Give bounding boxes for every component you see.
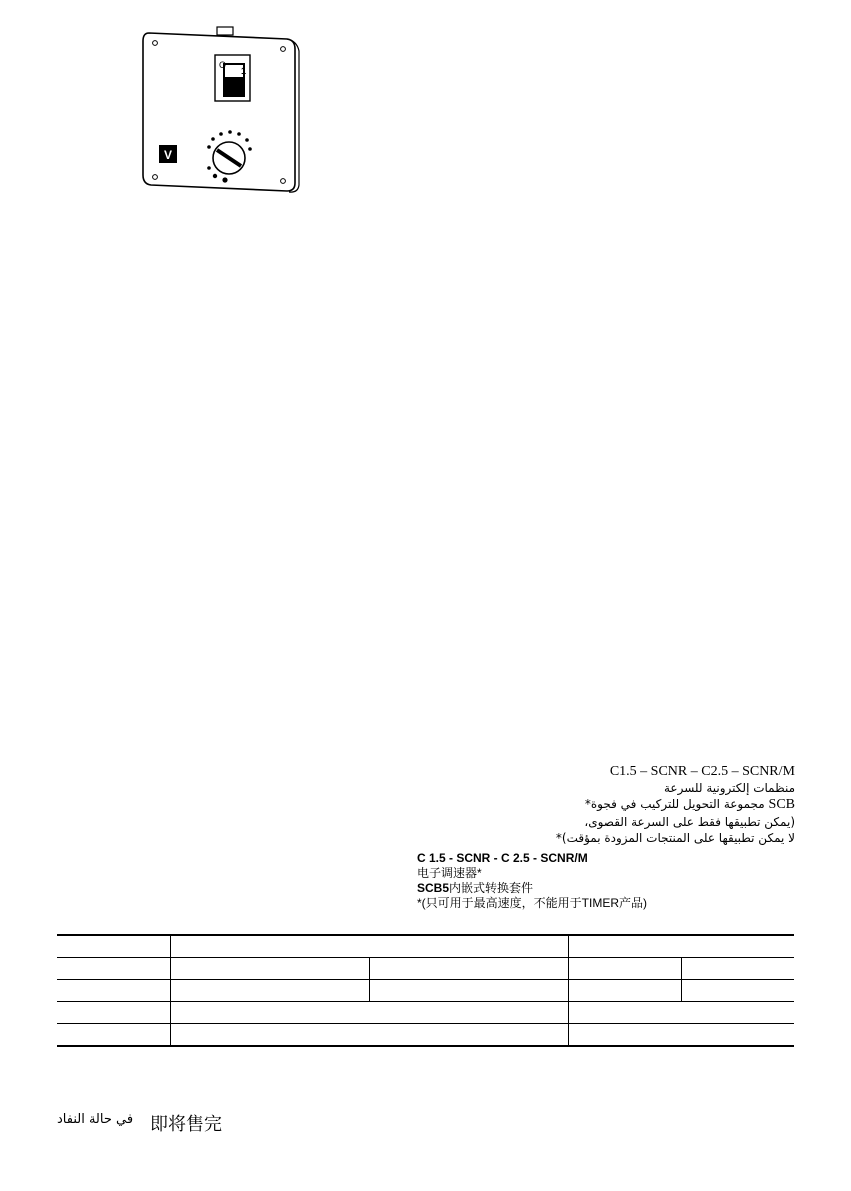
table-cell <box>568 1002 794 1024</box>
table-cell <box>170 1024 568 1047</box>
chinese-line-3: *(只可用于最高速度，不能用于TIMER产品) <box>417 896 647 910</box>
footer-chinese-note: 即将售完 <box>150 1114 222 1135</box>
speed-controller-illustration <box>137 25 307 200</box>
switch-on-label: 1 <box>241 66 247 76</box>
table-row <box>57 935 794 958</box>
table-row <box>57 958 794 980</box>
chinese-line-1: 电子调速器* <box>417 866 482 880</box>
table-cell <box>57 935 170 958</box>
table-cell <box>681 980 794 1002</box>
specification-table <box>57 934 794 1047</box>
table-cell <box>568 1024 794 1047</box>
table-cell <box>568 958 681 980</box>
table-row <box>57 980 794 1002</box>
chinese-accessories-block <box>417 851 797 911</box>
table-cell <box>170 980 369 1002</box>
arabic-model-title: C1.5 – SCNR – C2.5 – SCNR/M <box>609 764 795 779</box>
chinese-line-2: SCB5内嵌式转换套件 <box>417 881 534 895</box>
arabic-accessories-block <box>435 764 795 846</box>
table-cell <box>170 958 369 980</box>
footer-arabic-note: في حالة النفاد <box>57 1112 134 1127</box>
arabic-line-4: لا يمكن تطبيقها على المنتجات المزودة بمؤقت)* <box>555 830 795 845</box>
table-cell <box>369 958 568 980</box>
table-cell <box>681 958 794 980</box>
table-cell <box>57 1002 170 1024</box>
table-cell <box>369 980 568 1002</box>
switch-off-label: O <box>219 60 227 70</box>
table-cell <box>170 1002 568 1024</box>
table-cell <box>57 958 170 980</box>
table-cell <box>170 935 568 958</box>
table-cell <box>568 980 681 1002</box>
arabic-line-2: SCB مجموعة التحويل للتركيب في فجوة* <box>584 797 795 813</box>
arabic-line-3: (يمكن تطبيقها فقط على السرعة القصوى، <box>584 814 795 829</box>
table-row <box>57 1024 794 1047</box>
table-cell <box>57 980 170 1002</box>
arabic-line-1: منظمات إلكترونية للسرعة <box>663 781 795 796</box>
table-cell <box>57 1024 170 1047</box>
svg-text:V: V <box>163 148 173 162</box>
table-cell <box>568 935 794 958</box>
table-row <box>57 1002 794 1024</box>
chinese-model-title: C 1.5 - SCNR - C 2.5 - SCNR/M <box>417 851 588 865</box>
